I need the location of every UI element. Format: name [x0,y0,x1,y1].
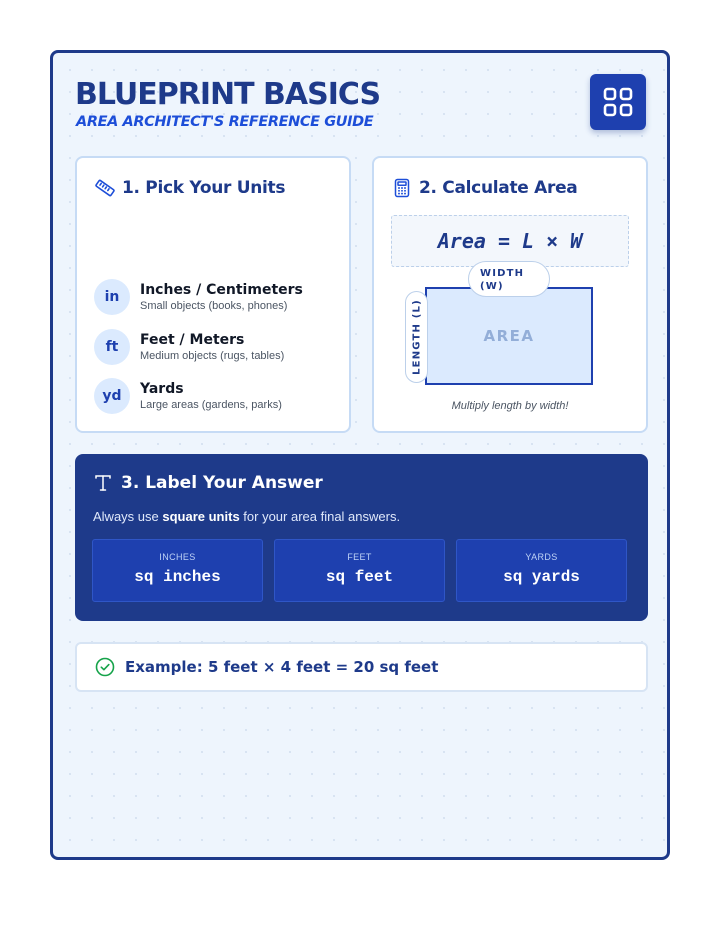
example-bar [75,642,648,692]
unit-row-yards [94,378,303,414]
label-panel-title: 3. Label Your Answer [121,473,323,493]
label-panel-header [93,473,323,493]
unit-chip: ft [94,329,130,365]
label-answer-panel [75,454,648,621]
square-unit-feet [274,539,445,602]
square-unit-heading: INCHES [159,552,196,562]
square-unit-heading: FEET [347,552,372,562]
label-note [93,509,400,524]
calculate-card-header [392,178,577,198]
grid-badge [590,74,646,130]
unit-name: Inches / Centimeters [140,282,303,298]
square-units-grid [92,539,627,602]
unit-desc: Small objects (books, phones) [140,300,288,312]
calculate-card [372,156,648,433]
width-label: WIDTH (W) [468,261,550,297]
square-unit-heading: YARDS [525,552,558,562]
length-label: LENGTH (L) [411,299,422,375]
text-icon [93,473,113,493]
length-tag [405,291,428,383]
units-card-title: 1. Pick Your Units [122,178,286,198]
label-note-emphasis: square units [162,509,240,524]
area-rectangle [425,287,593,385]
reference-sheet [50,50,670,860]
check-circle-icon [95,657,115,677]
area-label: AREA [483,327,535,345]
label-note-suffix: for your area final answers. [239,509,401,524]
units-card-header [95,178,285,198]
page-title: BLUEPRINT BASICS [75,77,381,112]
unit-row-feet [94,329,303,365]
unit-chip: yd [94,378,130,414]
label-note-prefix: Always use [93,509,163,524]
square-unit-value: sq feet [325,568,394,586]
square-unit-value: sq yards [503,568,580,586]
area-formula: Area = L × W [391,215,629,267]
example-text: Example: 5 feet × 4 feet = 20 sq feet [125,658,439,676]
square-unit-yards [456,539,627,602]
page-subtitle: AREA ARCHITECT'S REFERENCE GUIDE [76,114,374,130]
units-card [75,156,351,433]
unit-desc: Medium objects (rugs, tables) [140,349,285,362]
calculate-card-title: 2. Calculate Area [419,178,578,198]
square-unit-value: sq inches [134,568,221,586]
unit-row-inches [94,279,303,315]
grid-icon [602,86,634,118]
unit-list [94,279,303,428]
unit-name: Yards [140,381,184,397]
unit-desc: Large areas (gardens, parks) [140,399,282,411]
unit-chip: in [94,279,130,315]
calculator-icon [392,178,412,198]
calculate-caption: Multiply length by width! [451,400,569,412]
square-unit-inches [92,539,263,602]
ruler-icon [95,178,115,198]
unit-name: Feet / Meters [140,331,245,348]
